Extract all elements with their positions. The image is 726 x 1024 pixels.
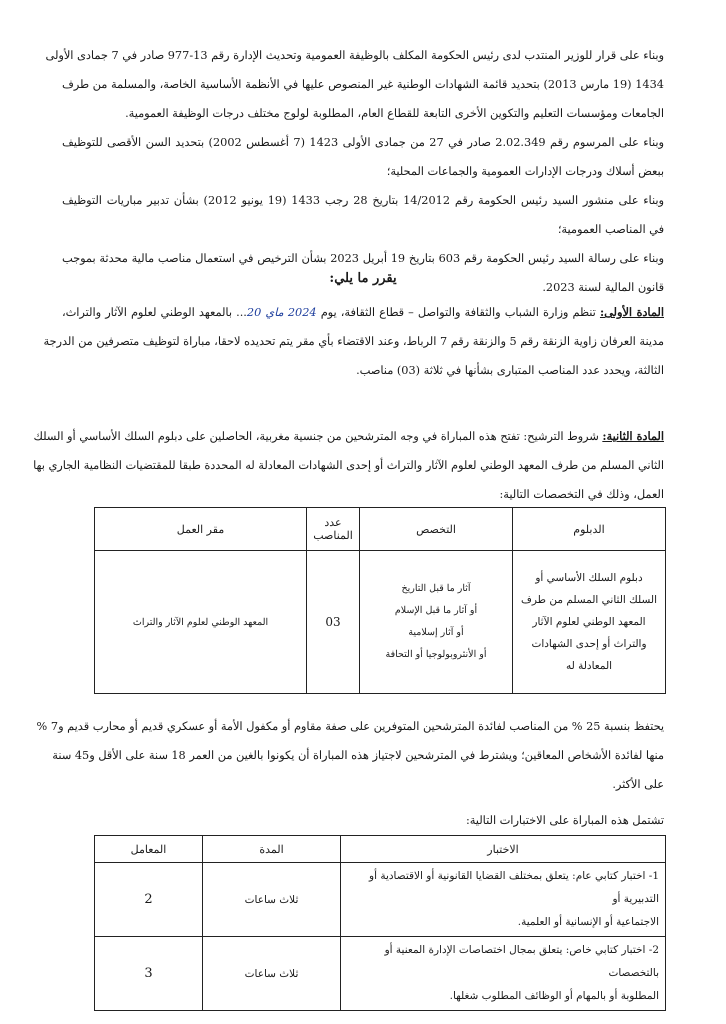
table-header-row	[95, 836, 666, 863]
preamble-line: وبناء على المرسوم رقم 2.02.349 صادر في 27 من جمادى الأولى 1423 (7 أغسطس 2002) بتحديد السن الأقصى للتوظيف	[62, 136, 664, 149]
header-workplace: مقر العمل	[95, 508, 307, 551]
header-positions: عدد المناصب	[307, 508, 360, 551]
coefficient-cell: 3	[95, 937, 203, 1011]
header-duration: المدة	[203, 836, 341, 863]
preamble-line: وبناء على منشور السيد رئيس الحكومة رقم 14/2012 بتاريخ 28 رجب 1433 (19 يونيو 2012) بشأن تدبير مباريات التوظيف	[62, 194, 665, 207]
test-cell: 2- اختبار كتابي خاص: يتعلق بمجال اختصاصات الإدارة المعنية أو بالتخصصات المطلوبة أو بالمهام أو الوظائف المطلوب شغلها.	[341, 937, 666, 1011]
duration-cell: ثلاث ساعات	[203, 863, 341, 937]
table-row	[95, 863, 666, 937]
reserve-line: منها لفائدة الأشخاص المعاقين؛ ويشترط في المترشحين لاجتياز هذه المباراة أن يكونوا بالغين من العمر 18 سنة على الأقل و45 سنة	[52, 749, 664, 762]
article-2	[33, 422, 664, 509]
article-1-line: الثالثة، ويحدد عدد المناصب المتبارى بشأنها في ثلاثة (03) مناصب.	[356, 364, 664, 377]
test-cell: 1- اختبار كتابي عام: يتعلق بمختلف القضايا القانونية أو الاقتصادية أو التدبيرية أو الاجتماعية أو الإنسانية أو العلمية.	[341, 863, 666, 937]
handwritten-date: 2024 ماي 20	[246, 306, 317, 319]
article-2-line: المادة الثانية: شروط الترشيح: تفتح هذه المباراة في وجه المترشحين من جنسية مغربية، الحاصلين على دبلوم السلك الأساسي أو السلك	[33, 429, 664, 443]
header-diploma: الدبلوم	[513, 508, 666, 551]
preamble-line: قانون المالية لسنة 2023.	[542, 281, 664, 294]
header-coefficient: المعامل	[95, 836, 203, 863]
article-1	[43, 298, 664, 385]
header-specialty: التخصص	[360, 508, 513, 551]
article-1-line: المادة الأولى: تنظم وزارة الشباب والثقافة والتواصل – قطاع الثقافة، يوم 2024 ماي 20... بالمعهد الوطني لعلوم الآثار والتراث،	[62, 305, 664, 319]
exams-intro: تشتمل هذه المباراة على الاختبارات التالية:	[465, 814, 664, 827]
reserve-paragraph	[36, 712, 664, 799]
preamble-line: في المناصب العمومية؛	[557, 223, 664, 236]
header-test: الاختبار	[341, 836, 666, 863]
reserve-line: على الأكثر.	[612, 778, 664, 791]
article-2-line: العمل، وذلك في التخصصات التالية:	[499, 488, 664, 501]
table-row	[95, 937, 666, 1011]
coefficient-cell: 2	[95, 863, 203, 937]
preamble	[45, 41, 665, 302]
exams-table	[94, 835, 666, 1011]
preamble-line: 1434 (19 مارس 2013) بتحديد قائمة الشهادات الوطنية غير المنصوص عليها في الأنظمة الأساسية الخاصة، والمسلمة من طرف	[62, 78, 664, 91]
workplace-cell: المعهد الوطني لعلوم الآثار والتراث	[95, 551, 307, 694]
article-1-label: المادة الأولى:	[599, 305, 664, 319]
reserve-line: يحتفظ بنسبة 25 % من المناصب لفائدة المترشحين المتوفرين على صفة مقاوم أو مكفول الأمة أو عسكري قديم أو محارب قديم و7 %	[36, 720, 664, 733]
preamble-line: ببعض أسلاك ودرجات الإدارات العمومية والجماعات المحلية؛	[386, 165, 664, 178]
article-1-line: مدينة العرفان زاوية الزنقة رقم 5 والزنقة رقم 7 الرباط، وعند الاقتضاء بأي مقر يتم تحديده لاحقا، مباراة لتوظيف متصرفين من الدرجة	[43, 335, 664, 348]
article-2-label: المادة الثانية:	[602, 429, 664, 443]
positions-cell: 03	[307, 551, 360, 694]
decision-title: يقرر ما يلي:	[329, 271, 397, 286]
preamble-line: وبناء على رسالة السيد رئيس الحكومة رقم 603 بتاريخ 19 أبريل 2023 بشأن الترخيص في استعمال مناصب مالية محدثة بموجب	[62, 252, 665, 265]
article-2-line: الثاني المسلم من طرف المعهد الوطني لعلوم الآثار والتراث أو إحدى الشهادات المعادلة له المحددة طبقا للمقتضيات النظامية الجاري بها	[33, 459, 664, 472]
specialty-cell: آثار ما قبل التاريخ أو آثار ما قبل الإسلام أو آثار إسلامية أو الأنثروبولوجيا أو التحافة	[360, 551, 513, 694]
table-header-row	[95, 508, 666, 551]
table-row	[95, 551, 666, 694]
diploma-cell: دبلوم السلك الأساسي أو السلك الثاني المسلم من طرف المعهد الوطني لعلوم الآثار والتراث أو إحدى الشهادات المعادلة له	[513, 551, 666, 694]
preamble-line: الجامعات ومؤسسات التعليم والتكوين الأخرى التابعة للقطاع العام، المطلوبة لولوج مختلف درجات الوظيفة العمومية.	[125, 107, 664, 120]
specialties-table	[94, 507, 666, 694]
duration-cell: ثلاث ساعات	[203, 937, 341, 1011]
preamble-line: وبناء على قرار للوزير المنتدب لدى رئيس الحكومة المكلف بالوظيفة العمومية وتحديث الإدارة رقم 13-977 صادر في 7 جمادى الأولى	[45, 49, 664, 62]
